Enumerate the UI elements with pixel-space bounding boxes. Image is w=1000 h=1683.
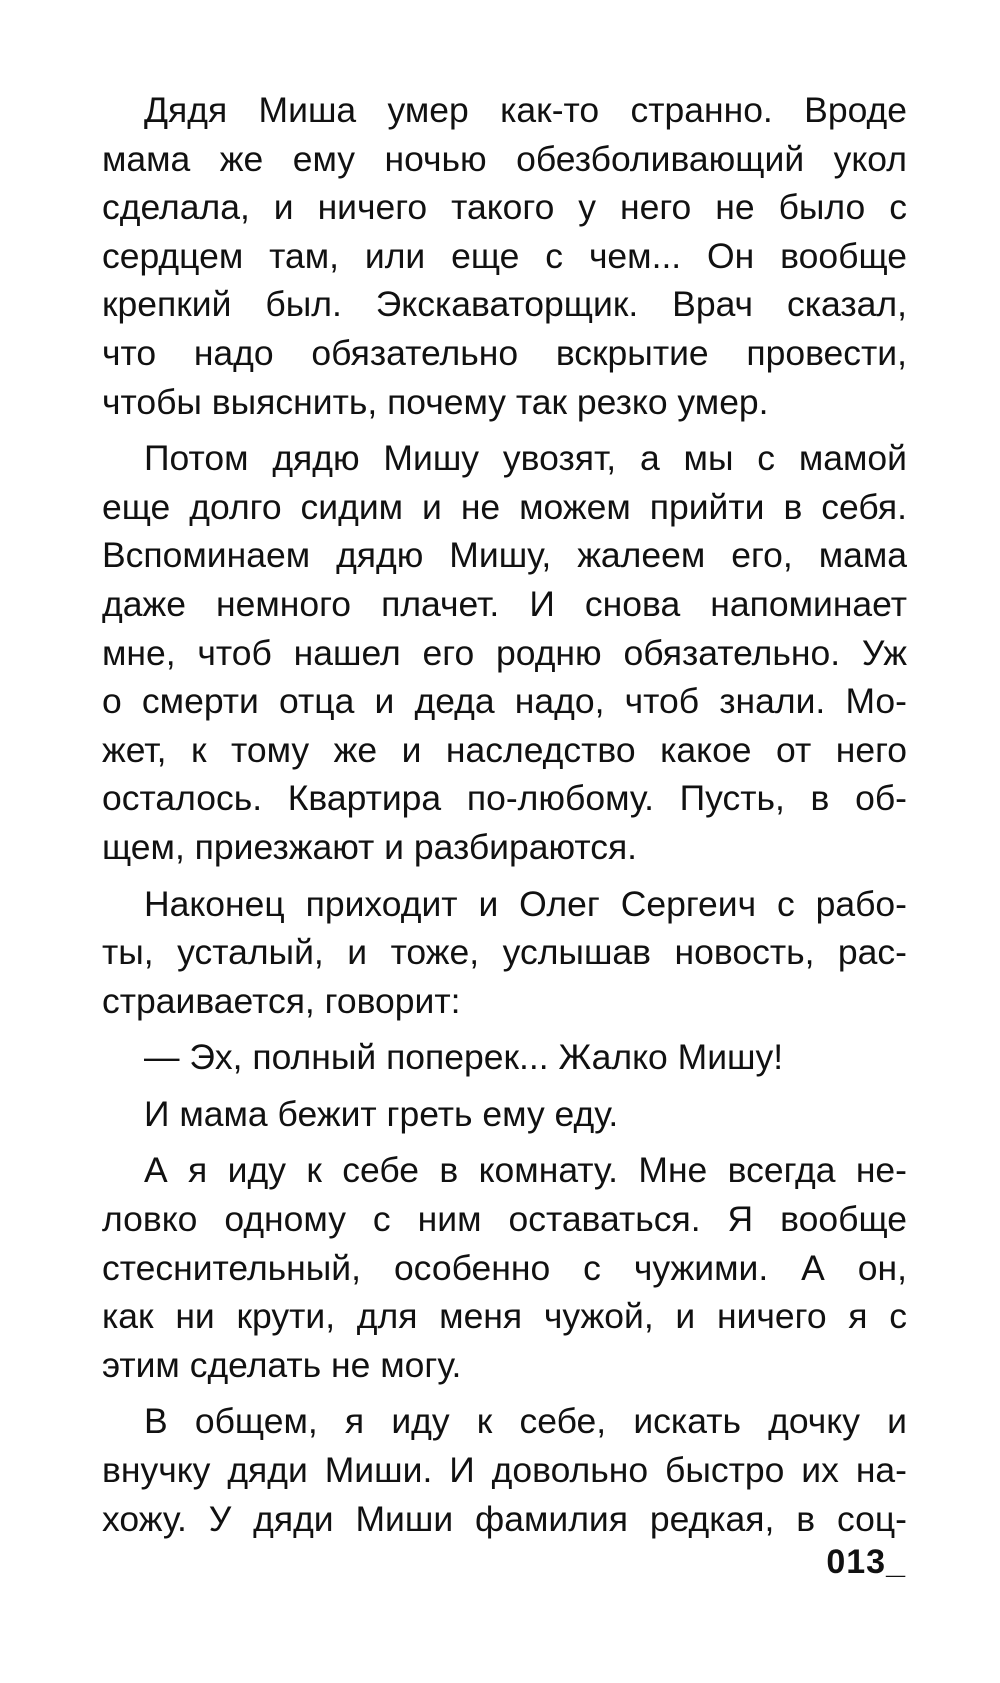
paragraph [102, 86, 907, 426]
paragraph-gap [102, 1082, 907, 1090]
text-line: Дядя Миша умер как-то странно. Вроде [144, 90, 907, 130]
paragraph [102, 1033, 907, 1082]
paragraph [102, 1146, 907, 1389]
text-line: мама же ему ночью обезболивающий укол [102, 138, 907, 179]
text-line: ловко одному с ним оставаться. Я вообще [102, 1199, 907, 1240]
paragraph-gap [102, 1389, 907, 1397]
text-line: И мама бежит греть ему еду. [144, 1093, 619, 1134]
text-line: сердцем там, или еще с чем... Он вообще [102, 235, 907, 276]
text-line: чтобы выяснить, почему так резко умер. [102, 381, 769, 422]
page-number: 013_ [826, 1543, 906, 1581]
text-line: мне, чтоб нашел его родню обязательно. Уж [102, 632, 907, 673]
text-line: В общем, я иду к себе, искать дочку и [144, 1401, 907, 1442]
text-line: крепкий был. Экскаваторщик. Врач сказал, [102, 284, 907, 325]
text-line: жет, к тому же и наследство какое от него [102, 729, 907, 770]
page-body-text [102, 86, 907, 1543]
text-line: А я иду к себе в комнату. Мне всегда не- [144, 1150, 907, 1191]
paragraph [102, 1090, 907, 1139]
text-line: Вспоминаем дядю Мишу, жалеем его, мама [102, 535, 907, 576]
text-line: этим сделать не могу. [102, 1344, 462, 1385]
text-line: хожу. У дяди Миши фамилия редкая, в соц- [102, 1498, 907, 1539]
text-line: внучку дяди Миши. И довольно быстро их на- [102, 1450, 907, 1491]
paragraph [102, 880, 907, 1026]
text-line: стеснительный, особенно с чужими. А он, [102, 1247, 907, 1288]
paragraph [102, 434, 907, 871]
text-line: страивается, говорит: [102, 980, 461, 1021]
text-line: что надо обязательно вскрытие провести, [102, 332, 907, 373]
text-line: Наконец приходит и Олег Сергеич с рабо- [144, 883, 907, 924]
paragraph-gap [102, 1025, 907, 1033]
text-line: щем, приезжают и разбираются. [102, 826, 638, 867]
text-line: как ни крути, для меня чужой, и ничего я с [102, 1296, 907, 1337]
text-line: осталось. Квартира по-любому. Пусть, в об- [102, 778, 907, 819]
paragraph-gap [102, 426, 907, 434]
text-line: сделала, и ничего такого у него не было с [102, 187, 907, 228]
paragraph-gap [102, 1138, 907, 1146]
text-line: Потом дядю Мишу увозят, а мы с мамой [144, 438, 907, 479]
text-line: еще долго сидим и не можем прийти в себя. [102, 486, 907, 527]
paragraph [102, 1397, 907, 1543]
paragraph-gap [102, 872, 907, 880]
text-line: ты, усталый, и тоже, услышав новость, рас- [102, 932, 907, 973]
text-line: — Эх, полный поперек... Жалко Мишу! [144, 1037, 784, 1078]
text-line: даже немного плачет. И снова напоминает [102, 583, 907, 624]
text-line: о смерти отца и деда надо, чтоб знали. Мо- [102, 681, 907, 722]
